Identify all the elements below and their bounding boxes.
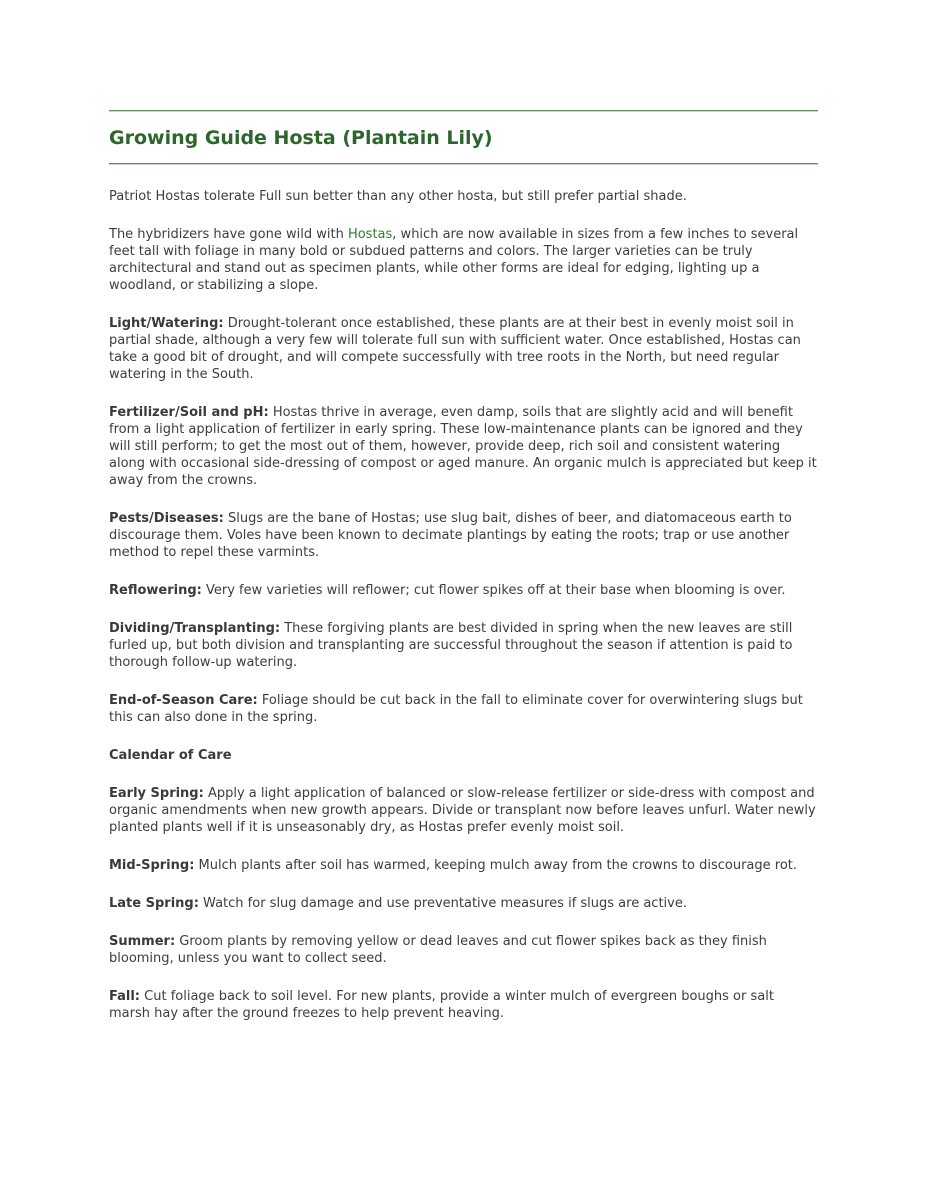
header-divider	[109, 163, 818, 165]
dividing-transplanting-label: Dividing/Transplanting:	[109, 621, 281, 636]
hostas-link[interactable]: Hostas	[347, 227, 393, 242]
calendar-fall	[109, 988, 818, 1022]
fall-label: Fall:	[109, 989, 141, 1004]
intro-paragraph	[109, 188, 818, 205]
calendar-mid-spring	[109, 857, 818, 874]
calendar-heading-label: Calendar of Care	[109, 748, 232, 763]
end-of-season-care-text: Foliage should be cut back in the fall to eliminate cover for overwintering slugs but this can also done in the spring.	[109, 693, 803, 725]
section-fertilizer-soil-ph	[109, 404, 818, 489]
hybridizers-text-after: , which are now available in sizes from a few inches to several feet tall with foliage in many bold or subdued patterns and colors. The larger varieties can be truly architectural and stand out as specimen plants, while other forms are ideal for edging, lighting up a woodland, or stabilizing a slope.	[109, 227, 799, 293]
calendar-early-spring	[109, 785, 818, 836]
light-watering-text: Drought-tolerant once established, these plants are at their best in evenly moist soil in partial shade, although a very few will tolerate full sun with sufficient water. Once established, Hostas can take a good bit of drought, and will compete successfully with tree roots in the North, but need regular watering in the South.	[109, 316, 801, 382]
section-dividing-transplanting	[109, 620, 818, 671]
fall-text: Cut foliage back to soil level. For new plants, provide a winter mulch of evergreen boughs or salt marsh hay after the ground freezes to help prevent heaving.	[109, 989, 774, 1021]
mid-spring-label: Mid-Spring:	[109, 858, 195, 873]
section-pests-diseases	[109, 510, 818, 561]
hybridizers-paragraph	[109, 226, 818, 294]
summer-label: Summer:	[109, 934, 176, 949]
calendar-summer	[109, 933, 818, 967]
late-spring-label: Late Spring:	[109, 896, 199, 911]
calendar-heading	[109, 747, 818, 764]
page-title: Growing Guide Hosta (Plantain Lily)	[109, 127, 493, 149]
reflowering-label: Reflowering:	[109, 583, 202, 598]
fertilizer-soil-ph-text: Hostas thrive in average, even damp, soils that are slightly acid and will benefit from a light application of fertilizer in early spring. These low-maintenance plants can be ignored and they will still perform; to get the most out of them, however, provide deep, rich soil and consistent watering along with occasional side-dressing of compost or aged manure. An organic mulch is appreciated but keep it away from the crowns.	[109, 405, 817, 488]
section-light-watering	[109, 315, 818, 383]
section-end-of-season-care	[109, 692, 818, 726]
pests-diseases-text: Slugs are the bane of Hostas; use slug bait, dishes of beer, and diatomaceous earth to discourage them. Voles have been known to decimate plantings by eating the roots; trap or use another method to repel these varmints.	[109, 511, 792, 560]
early-spring-label: Early Spring:	[109, 786, 204, 801]
fertilizer-soil-ph-label: Fertilizer/Soil and pH:	[109, 405, 269, 420]
mid-spring-text: Mulch plants after soil has warmed, keeping mulch away from the crowns to discourage rot.	[194, 858, 798, 873]
reflowering-text: Very few varieties will reflower; cut flower spikes off at their base when blooming is over.	[201, 583, 786, 598]
early-spring-text: Apply a light application of balanced or slow-release fertilizer or side-dress with compost and organic amendments when new growth appears. Divide or transplant now before leaves unfurl. Water newly planted plants well if it is unseasonably dry, as Hostas prefer evenly moist soil.	[109, 786, 816, 835]
summer-text: Groom plants by removing yellow or dead leaves and cut flower spikes back as they finish blooming, unless you want to collect seed.	[109, 934, 767, 966]
top-divider	[109, 110, 818, 112]
light-watering-label: Light/Watering:	[109, 316, 224, 331]
section-reflowering	[109, 582, 818, 599]
late-spring-text: Watch for slug damage and use preventative measures if slugs are active.	[198, 896, 687, 911]
end-of-season-care-label: End-of-Season Care:	[109, 693, 258, 708]
pests-diseases-label: Pests/Diseases:	[109, 511, 224, 526]
dividing-transplanting-text: These forgiving plants are best divided in spring when the new leaves are still furled up, but both division and transplanting are successful throughout the season if attention is paid to thorough follow-up watering.	[109, 621, 793, 670]
calendar-late-spring	[109, 895, 818, 912]
hybridizers-text-before: The hybridizers have gone wild with	[109, 227, 348, 242]
intro-text: Patriot Hostas tolerate Full sun better than any other hosta, but still prefer partial shade.	[109, 189, 687, 204]
